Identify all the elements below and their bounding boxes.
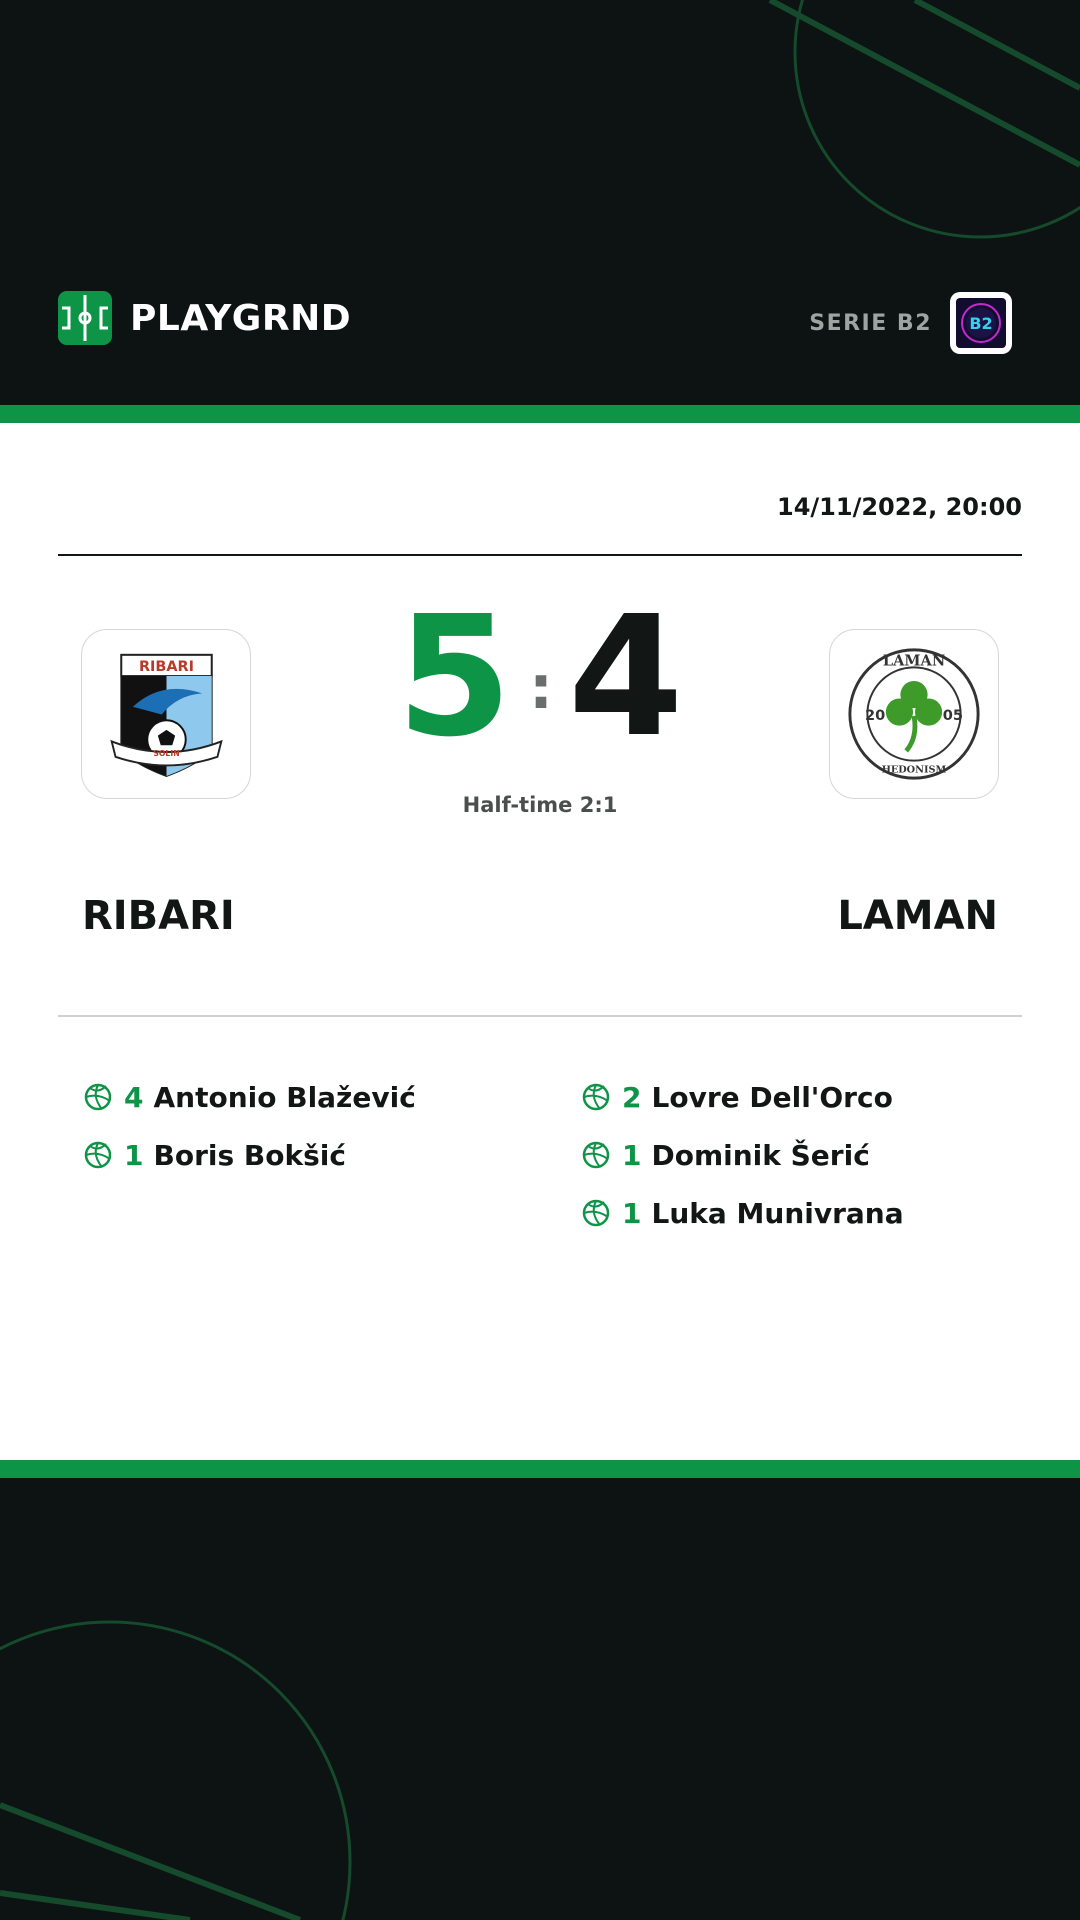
scorer-row	[84, 1126, 416, 1184]
league-badge	[950, 292, 1012, 354]
scorer-row	[84, 1068, 416, 1126]
svg-text:RIBARI: RIBARI	[138, 658, 194, 675]
divider	[58, 1015, 1022, 1017]
svg-text:05: 05	[942, 706, 963, 724]
away-score: 4	[568, 581, 684, 774]
header	[0, 0, 1080, 405]
away-scorers-list	[582, 1068, 904, 1242]
match-card	[0, 423, 1080, 1460]
scorer-row	[582, 1184, 904, 1242]
ribari-crest-icon	[104, 647, 229, 782]
player-name: Luka Munivrana	[651, 1196, 904, 1230]
player-name: Dominik Šerić	[651, 1138, 870, 1172]
player-name: Antonio Blažević	[153, 1080, 416, 1114]
svg-text:B2: B2	[969, 314, 993, 333]
ball-icon	[582, 1199, 610, 1227]
top-accent-stripe	[0, 405, 1080, 423]
bottom-accent-stripe	[0, 1460, 1080, 1478]
league	[809, 292, 1012, 354]
goal-count: 1	[622, 1138, 642, 1172]
home-scorers-list	[84, 1068, 416, 1184]
player-name: Lovre Dell'Orco	[651, 1080, 893, 1114]
goal-count: 2	[622, 1080, 642, 1114]
goal-count: 4	[124, 1080, 144, 1114]
brand-name: PLAYGRND	[130, 297, 352, 339]
away-team-name: LAMAN	[837, 893, 998, 939]
match-datetime: 14/11/2022, 20:00	[777, 493, 1022, 521]
pitch-icon	[58, 291, 112, 345]
home-score: 5	[396, 581, 512, 774]
svg-text:SOLIN: SOLIN	[152, 748, 180, 758]
brand[interactable]	[58, 291, 351, 345]
goal-count: 1	[124, 1138, 144, 1172]
scorer-row	[582, 1126, 904, 1184]
league-logo-icon	[956, 298, 1006, 348]
laman-crest-icon	[846, 646, 982, 782]
scorer-row	[582, 1068, 904, 1126]
away-team-crest[interactable]	[829, 629, 999, 799]
player-name: Boris Bokšić	[153, 1138, 346, 1172]
ball-icon	[582, 1141, 610, 1169]
ball-icon	[84, 1141, 112, 1169]
home-team-crest[interactable]	[81, 629, 251, 799]
home-team-name: RIBARI	[82, 893, 235, 939]
score-separator: :	[529, 653, 553, 723]
league-name: SERIE B2	[809, 310, 932, 336]
halftime-score: Half-time 2:1	[462, 793, 618, 817]
ball-icon	[582, 1083, 610, 1111]
ball-icon	[84, 1083, 112, 1111]
divider	[58, 554, 1022, 556]
svg-text:LAMAN: LAMAN	[882, 652, 946, 670]
goal-count: 1	[622, 1196, 642, 1230]
svg-text:HEDONISM: HEDONISM	[881, 764, 947, 776]
svg-text:20: 20	[865, 706, 886, 724]
scoreline	[340, 581, 740, 774]
